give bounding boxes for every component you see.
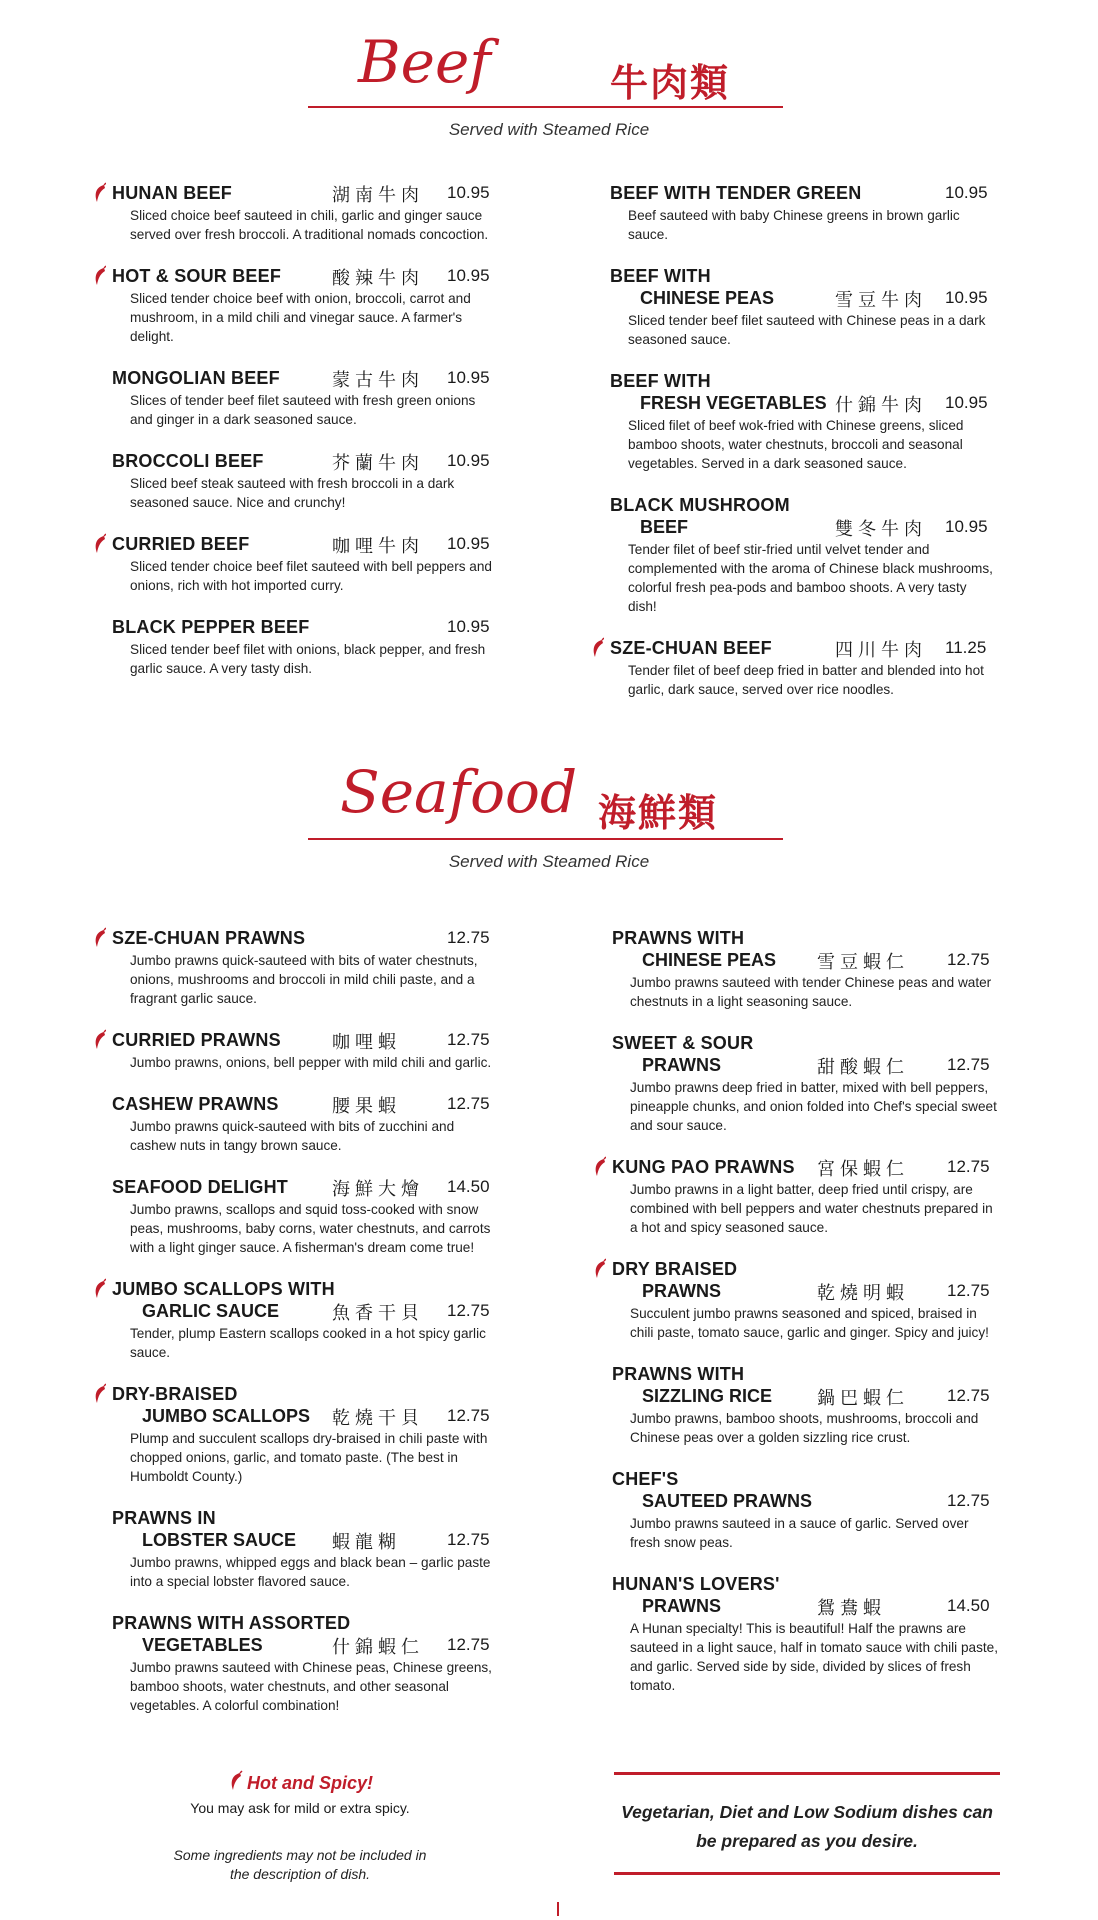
menu-item-title-row-2 — [92, 1406, 512, 1428]
menu-item-name: BEEF WITH — [610, 371, 711, 391]
menu-item-title-row — [92, 183, 512, 205]
menu-item-name-line2: SIZZLING RICE — [642, 1386, 772, 1406]
menu-item-price: 12.75 — [447, 1406, 490, 1425]
menu-item-name: BEEF WITH — [610, 266, 711, 286]
menu-item-chinese-name: 四川牛肉 — [835, 640, 927, 661]
menu-item-description: Tender filet of beef stir-fried until velvet tender and complemented with the aroma of Chinese black mushrooms, colorful fresh pea-pods and bamboo shoots. A very tasty dish! — [628, 542, 993, 614]
menu-item-name-line2: CHINESE PEAS — [640, 288, 775, 308]
menu-item-description: Jumbo prawns in a light batter, deep fried until crispy, are combined with bell peppers and water chestnuts prepared in a hot and spicy seasoned sauce. — [630, 1182, 993, 1235]
menu-item — [592, 1574, 1012, 1695]
menu-item — [590, 638, 1010, 699]
menu-item-chinese-name: 腰果蝦 — [332, 1096, 401, 1117]
menu-item-name-line2: CHINESE PEAS — [642, 950, 777, 970]
chili-pepper-icon — [92, 182, 106, 204]
menu-item-chinese-name: 雪豆蝦仁 — [817, 952, 909, 973]
menu-item — [92, 1279, 512, 1362]
seafood-subtitle: Served with Steamed Rice — [448, 852, 650, 871]
seafood-title: Seafood — [340, 758, 578, 826]
menu-item-title-row-2 — [592, 1386, 1012, 1408]
menu-item-name-line2: VEGETABLES — [142, 1635, 263, 1655]
menu-item-chinese-name: 雪豆牛肉 — [835, 290, 927, 311]
menu-item-name-line2: PRAWNS — [642, 1055, 722, 1075]
seafood-right-column — [592, 928, 1012, 1717]
page-marker — [557, 1902, 559, 1916]
menu-item-description: Sliced tender choice beef with onion, broccoli, carrot and mushroom, in a mild chili and vinegar sauce. A farmer's delight. — [130, 291, 471, 344]
menu-item-title-row-2 — [92, 1301, 512, 1323]
menu-item-chinese-name: 甜酸蝦仁 — [817, 1057, 909, 1078]
menu-item-title-row-2 — [92, 1530, 512, 1552]
veg-note-top-rule — [614, 1772, 1000, 1775]
menu-item-price: 12.75 — [447, 1635, 490, 1654]
hot-spicy-title: Hot and Spicy! — [246, 1773, 373, 1793]
menu-item-price: 10.95 — [447, 266, 490, 285]
menu-item — [92, 1613, 512, 1715]
menu-item-chinese-name: 蝦龍糊 — [332, 1532, 401, 1553]
menu-item-name: PRAWNS IN — [112, 1508, 216, 1528]
menu-item-chinese-name: 咖哩牛肉 — [332, 536, 424, 557]
menu-item — [92, 534, 512, 595]
menu-item-name: SWEET & SOUR — [612, 1033, 754, 1053]
menu-item-name: DRY BRAISED — [612, 1259, 738, 1279]
menu-item — [590, 495, 1010, 616]
menu-item-chinese-name: 鍋巴蝦仁 — [817, 1388, 909, 1409]
menu-item-title-row — [92, 1613, 512, 1635]
menu-item-name-line2: SAUTEED PRAWNS — [642, 1491, 813, 1511]
menu-item-title-row — [92, 1177, 512, 1199]
menu-item-title-row — [92, 1030, 512, 1052]
menu-item — [590, 371, 1010, 473]
menu-item-price: 10.95 — [447, 617, 490, 636]
menu-item-description: Jumbo prawns quick-sauteed with bits of zucchini and cashew nuts in tangy brown sauce. — [130, 1119, 455, 1153]
menu-item-name: BROCCOLI BEEF — [112, 451, 264, 471]
menu-item-title-row — [92, 266, 512, 288]
menu-item-title-row-2 — [590, 288, 1010, 310]
menu-item-title-row-2 — [592, 1281, 1012, 1303]
chili-pepper-icon — [92, 1383, 106, 1405]
menu-item-name: MONGOLIAN BEEF — [112, 368, 280, 388]
menu-item-title-row-2 — [92, 1635, 512, 1657]
menu-item-description: Tender, plump Eastern scallops cooked in a hot spicy garlic sauce. — [130, 1326, 486, 1360]
menu-item-title-row — [590, 266, 1010, 288]
menu-item-price: 10.95 — [945, 393, 988, 412]
menu-item-description: Sliced beef steak sauteed with fresh broccoli in a dark seasoned sauce. Nice and crunchy! — [130, 476, 455, 510]
menu-item-price: 11.25 — [945, 638, 987, 657]
menu-item-price: 10.95 — [945, 183, 988, 202]
menu-item-name: HOT & SOUR BEEF — [112, 266, 282, 286]
menu-item-name: PRAWNS WITH ASSORTED — [112, 1613, 351, 1633]
menu-item-price: 12.75 — [447, 1530, 490, 1549]
menu-item — [592, 1364, 1012, 1447]
menu-item-name: KUNG PAO PRAWNS — [612, 1157, 795, 1177]
menu-item-name-line2: BEEF — [640, 517, 689, 537]
menu-item-name: DRY-BRAISED — [112, 1384, 238, 1404]
chili-pepper-icon — [592, 1258, 606, 1280]
menu-item-name: SZE-CHUAN BEEF — [610, 638, 772, 658]
menu-item-price: 12.75 — [947, 1281, 990, 1300]
menu-item-price: 12.75 — [947, 950, 990, 969]
menu-item — [592, 1469, 1012, 1552]
menu-item — [92, 1384, 512, 1486]
menu-item — [590, 266, 1010, 349]
menu-item-chinese-name: 什錦蝦仁 — [332, 1637, 424, 1658]
menu-item-description: Jumbo prawns, onions, bell pepper with mild chili and garlic. — [130, 1055, 492, 1070]
menu-item-title-row — [592, 1259, 1012, 1281]
menu-item-price: 12.75 — [447, 1030, 490, 1049]
menu-item-chinese-name: 芥蘭牛肉 — [332, 453, 424, 474]
veg-note: Vegetarian, Diet and Low Sodium dishes can be prepared as you desire. — [621, 1802, 993, 1851]
menu-item-description: Jumbo prawns quick-sauteed with bits of water chestnuts, onions, mushrooms and broccoli in mild chili paste, and a fragrant garlic sauce. — [130, 953, 478, 1006]
menu-item-name: BLACK MUSHROOM — [610, 495, 790, 515]
menu-item-title-row — [92, 1279, 512, 1301]
chili-pepper-icon — [92, 533, 106, 555]
menu-item-title-row — [92, 1508, 512, 1530]
chili-pepper-icon — [227, 1770, 243, 1792]
menu-item-name: CURRIED PRAWNS — [112, 1030, 281, 1050]
menu-item-price: 10.95 — [447, 368, 490, 387]
menu-item-description: A Hunan specialty! This is beautiful! Half the prawns are sauteed in a light sauce, half in tomato sauce with chili paste, and garlic. Served side by side, divided by slices of fresh tomato. — [630, 1621, 999, 1693]
menu-item-title-row — [92, 1094, 512, 1116]
menu-item-name: CHEF'S — [612, 1469, 679, 1489]
menu-item-name-line2: JUMBO SCALLOPS — [142, 1406, 311, 1426]
menu-item-name-line2: LOBSTER SAUCE — [142, 1530, 297, 1550]
menu-item-description: Succulent jumbo prawns seasoned and spiced, braised in chili paste, tomato sauce, garlic and ginger. Spicy and juicy! — [630, 1306, 989, 1340]
seafood-title-cn: 海鮮類 — [598, 790, 719, 835]
beef-title-cn: 牛肉類 — [610, 60, 731, 105]
beef-title: Beef — [358, 28, 491, 96]
menu-item-title-row-2 — [592, 950, 1012, 972]
menu-item-title-row — [92, 451, 512, 473]
menu-item-title-row — [592, 1157, 1012, 1179]
chili-pepper-icon — [590, 637, 604, 659]
menu-item — [92, 266, 512, 346]
menu-item-name: CURRIED BEEF — [112, 534, 250, 554]
menu-item-title-row-2 — [592, 1596, 1012, 1618]
menu-item-title-row — [592, 1574, 1012, 1596]
menu-item-name-line2: PRAWNS — [642, 1596, 722, 1616]
menu-item — [92, 1508, 512, 1591]
menu-item-chinese-name: 海鮮大燴 — [332, 1179, 424, 1200]
menu-item-price: 10.95 — [945, 288, 988, 307]
menu-item-chinese-name: 宮保蝦仁 — [817, 1159, 909, 1180]
menu-item-name: SZE-CHUAN PRAWNS — [112, 928, 306, 948]
menu-item-name: SEAFOOD DELIGHT — [112, 1177, 289, 1197]
menu-item-name: PRAWNS WITH — [612, 928, 745, 948]
chili-pepper-icon — [92, 265, 106, 287]
menu-item-chinese-name: 鴛鴦蝦 — [817, 1598, 886, 1619]
veg-note-bottom-rule — [614, 1872, 1000, 1875]
menu-item-title-row — [92, 534, 512, 556]
menu-item-price: 14.50 — [447, 1177, 490, 1196]
menu-item — [92, 1177, 512, 1257]
menu-item-description: Beef sauteed with baby Chinese greens in brown garlic sauce. — [628, 208, 960, 242]
menu-item-price: 10.95 — [447, 534, 490, 553]
menu-item-name: BLACK PEPPER BEEF — [112, 617, 310, 637]
menu-item-description: Plump and succulent scallops dry-braised in chili paste with chopped onions, garlic, and tomato paste. (The best in Humboldt County.) — [130, 1431, 488, 1484]
chili-pepper-icon — [92, 1029, 106, 1051]
menu-item-title-row-2 — [590, 393, 1010, 415]
menu-item-chinese-name: 乾燒干貝 — [332, 1408, 424, 1429]
menu-item-description: Jumbo prawns, whipped eggs and black bean – garlic paste into a special lobster flavored sauce. — [130, 1555, 491, 1589]
menu-item-chinese-name: 咖哩蝦 — [332, 1032, 401, 1053]
menu-item-title-row-2 — [592, 1055, 1012, 1077]
menu-item — [92, 1030, 512, 1072]
menu-item-name: JUMBO SCALLOPS WITH — [112, 1279, 335, 1299]
menu-item-price: 12.75 — [447, 1094, 490, 1113]
menu-item-description: Jumbo prawns sauteed with Chinese peas, Chinese greens, bamboo shoots, water chestnuts, and other seasonal vegetables. A colorful combination! — [130, 1660, 492, 1713]
menu-item-title-row — [92, 617, 512, 639]
menu-item-name-line2: GARLIC SAUCE — [142, 1301, 280, 1321]
menu-item-price: 10.95 — [447, 183, 490, 202]
menu-item — [92, 617, 512, 678]
menu-item-description: Jumbo prawns deep fried in batter, mixed with bell peppers, pineapple chunks, and onion folded into Chef's special sweet and sour sauce. — [630, 1080, 997, 1133]
menu-item-chinese-name: 什錦牛肉 — [835, 395, 927, 416]
beef-header-rule — [308, 106, 783, 108]
menu-item-name-line2: PRAWNS — [642, 1281, 722, 1301]
menu-item-description: Sliced tender beef filet sauteed with Chinese peas in a dark seasoned sauce. — [628, 313, 986, 347]
beef-left-column — [92, 183, 512, 700]
beef-subtitle: Served with Steamed Rice — [448, 120, 650, 139]
menu-item-name: HUNAN'S LOVERS' — [612, 1574, 780, 1594]
menu-item-chinese-name: 蒙古牛肉 — [332, 370, 424, 391]
menu-item-price: 12.75 — [447, 1301, 490, 1320]
menu-item-description: Tender filet of beef deep fried in batter and blended into hot garlic, dark sauce, served over rice noodles. — [628, 663, 984, 697]
menu-item-title-row-2 — [592, 1491, 1012, 1513]
menu-item-title-row — [590, 183, 1010, 205]
menu-item-description: Sliced filet of beef wok-fried with Chinese greens, sliced bamboo shoots, water chestnuts, broccoli and seasonal vegetables. Served in a dark seasoned sauce. — [628, 418, 964, 471]
menu-item-title-row — [92, 368, 512, 390]
menu-item-title-row — [590, 495, 1010, 517]
menu-item — [590, 183, 1010, 244]
menu-item-price: 10.95 — [447, 451, 490, 470]
menu-item — [592, 1157, 1012, 1237]
menu-item-description: Jumbo prawns sauteed in a sauce of garlic. Served over fresh snow peas. — [630, 1516, 969, 1550]
menu-item-name: PRAWNS WITH — [612, 1364, 745, 1384]
menu-item-name: CASHEW PRAWNS — [112, 1094, 279, 1114]
hot-spicy-note — [150, 1770, 450, 1816]
menu-item-description: Sliced tender choice beef filet sauteed with bell peppers and onions, rich with hot imported curry. — [130, 559, 492, 593]
menu-item-description: Sliced choice beef sauteed in chili, garlic and ginger sauce served over fresh broccoli. A traditional nomads concoction. — [130, 208, 489, 242]
menu-item-price: 12.75 — [947, 1157, 990, 1176]
seafood-header-rule — [308, 838, 783, 840]
menu-item-price: 12.75 — [447, 928, 490, 947]
menu-item-title-row — [592, 1033, 1012, 1055]
menu-item-chinese-name: 乾燒明蝦 — [817, 1283, 909, 1304]
menu-item-name: HUNAN BEEF — [112, 183, 233, 203]
menu-item — [92, 928, 512, 1008]
menu-item — [592, 1259, 1012, 1342]
menu-item — [592, 928, 1012, 1011]
menu-item — [92, 451, 512, 512]
menu-item — [92, 1094, 512, 1155]
menu-item-price: 14.50 — [947, 1596, 990, 1615]
menu-item-chinese-name: 雙冬牛肉 — [835, 519, 927, 540]
chili-pepper-icon — [92, 1278, 106, 1300]
menu-item-title-row — [592, 1364, 1012, 1386]
menu-item-description: Slices of tender beef filet sauteed with fresh green onions and ginger in a dark seasoned sauce. — [130, 393, 476, 427]
menu-item-chinese-name: 湖南牛肉 — [332, 185, 424, 206]
menu-item-name: BEEF WITH TENDER GREEN — [610, 183, 862, 203]
chili-pepper-icon — [592, 1156, 606, 1178]
menu-item-title-row — [92, 928, 512, 950]
menu-item-chinese-name: 魚香干貝 — [332, 1303, 424, 1324]
menu-item-title-row — [92, 1384, 512, 1406]
menu-item-price: 12.75 — [947, 1386, 990, 1405]
beef-right-column — [590, 183, 1010, 721]
menu-item — [592, 1033, 1012, 1135]
menu-item-price: 10.95 — [945, 517, 988, 536]
menu-item — [92, 183, 512, 244]
menu-item-description: Jumbo prawns, scallops and squid toss-cooked with snow peas, mushrooms, baby corns, water chestnuts, and carrots with a light ginger sauce. A fisherman's dream come true! — [130, 1202, 491, 1255]
menu-item-title-row — [590, 371, 1010, 393]
menu-item-title-row — [592, 928, 1012, 950]
menu-item-title-row-2 — [590, 517, 1010, 539]
menu-item-description: Sliced tender beef filet with onions, black pepper, and fresh garlic sauce. A very tasty dish. — [130, 642, 486, 676]
hot-spicy-subtitle: You may ask for mild or extra spicy. — [190, 1800, 410, 1816]
menu-item-price: 12.75 — [947, 1055, 990, 1074]
menu-item-description: Jumbo prawns sauteed with tender Chinese peas and water chestnuts in a light seasoning sauce. — [630, 975, 992, 1009]
ingredients-note: Some ingredients may not be included in the description of dish. — [173, 1847, 427, 1882]
seafood-left-column — [92, 928, 512, 1737]
menu-item-description: Jumbo prawns, bamboo shoots, mushrooms, broccoli and Chinese peas over a golden sizzling rice crust. — [630, 1411, 979, 1445]
menu-item-chinese-name: 酸辣牛肉 — [332, 268, 424, 289]
menu-item-name-line2: FRESH VEGETABLES — [640, 393, 827, 413]
menu-item — [92, 368, 512, 429]
chili-pepper-icon — [92, 927, 106, 949]
menu-item-title-row — [592, 1469, 1012, 1491]
menu-item-title-row — [590, 638, 1010, 660]
menu-item-price: 12.75 — [947, 1491, 990, 1510]
